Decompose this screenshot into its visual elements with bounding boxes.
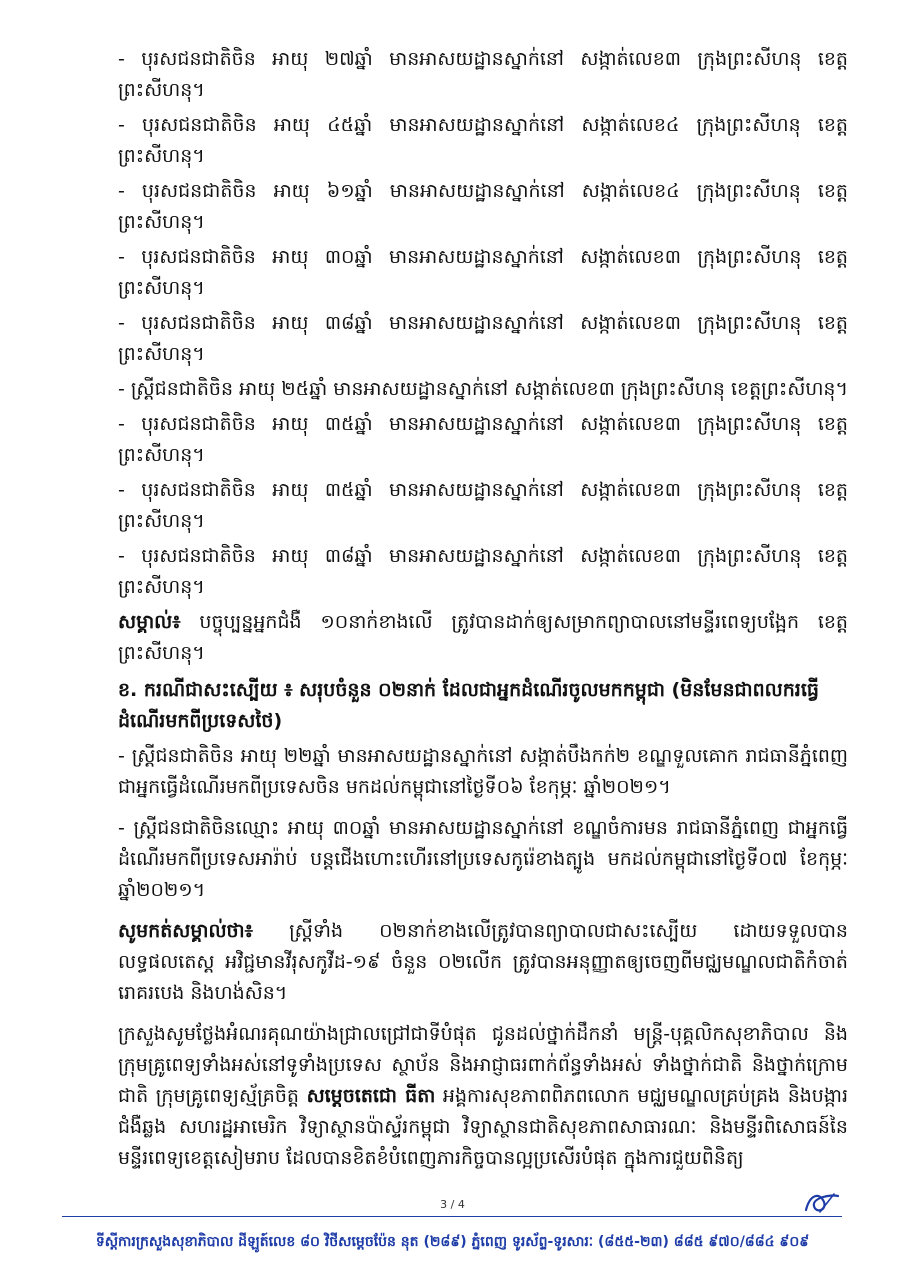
list-item: - បុរសជនជាតិចិន អាយុ ៤៥ឆ្នាំ មានអាសយដ្ឋានស្នាក់នៅ សង្កាត់លេខ៤ ក្រុងព្រះសីហនុ ខេត្តព្រះសីហនុ។ [118,114,848,167]
page-content [118,44,848,1184]
patient-list [118,44,848,603]
page-number: 3 / 4 [440,1198,465,1211]
section-heading: ខ. ករណីជាសះស្បើយ ៖ សរុបចំនួន ០២នាក់ ដែលជាអ្នកដំណើរចូលមកកម្ពុជា (មិនមែនជាពលករធ្វើដំណើរមកពីប្រទេសថៃ) [118,679,819,732]
list-item: - បុរសជនជាតិចិន អាយុ ៣៥ឆ្នាំ មានអាសយដ្ឋានស្នាក់នៅ សង្កាត់លេខ៣ ក្រុងព្រះសីហនុ ខេត្តព្រះសីហនុ។ [118,413,848,466]
list-item: - បុរសជនជាតិចិន អាយុ ២៧ឆ្នាំ មានអាសយដ្ឋានស្នាក់នៅ សង្កាត់លេខ៣ ក្រុងព្រះសីហនុ ខេត្តព្រះសីហនុ។ [118,48,848,101]
recovery-note-label: សូមកត់សម្គាល់ថា៖ [118,920,253,942]
list-item: - បុរសជនជាតិចិន អាយុ ៦១ឆ្នាំ មានអាសយដ្ឋានស្នាក់នៅ សង្កាត់លេខ៤ ក្រុងព្រះសីហនុ ខេត្តព្រះសីហនុ។ [118,180,848,233]
recovery-note-paragraph [118,916,848,1009]
footer-address: ទីស្តីការក្រសួងសុខាភិបាល ដីឡូត៍លេខ ៨០ វិថីសម្តេចប៉ែន នុត (២៨៩) ភ្នំពេញ ទូរស័ព្ទ-ទូរសារៈ (៨៥៥-២៣) ៨៨៥ ៩៧០/៨៨៤ ៩០៩ [95,1234,810,1250]
thanks-paragraph [118,1019,848,1174]
thanks-text-part2: អង្គការសុខភាពពិភពលោក មជ្ឈមណ្ឌលគ្រប់គ្រង និងបង្ការជំងឺឆ្លង សហរដ្ឋអាមេរិក វិទ្យាស្ថានប៉ាស្ទ័រកម្ពុជា វិទ្យាស្ថានជាតិសុខភាពសាធារណៈ និងមន្ទីរពិសោធន៍នៃមន្ទីរពេទ្យខេត្តសៀមរាប ដែលបានខិតខំបំពេញភារកិច្ចបានល្អប្រសើរបំផុត ក្នុងការជួយពិនិត្យ [118,1085,848,1169]
list-item: - បុរសជនជាតិចិន អាយុ ៣៥ឆ្នាំ មានអាសយដ្ឋានស្នាក់នៅ សង្កាត់លេខ៣ ក្រុងព្រះសីហនុ ខេត្តព្រះសីហនុ។ [118,479,848,532]
note-label: សម្គាល់៖ [118,611,181,633]
signature-icon [800,1188,844,1218]
list-item: - បុរសជនជាតិចិន អាយុ ៣០ឆ្នាំ មានអាសយដ្ឋានស្នាក់នៅ សង្កាត់លេខ៣ ក្រុងព្រះសីហនុ ខេត្តព្រះសីហនុ។ [118,246,848,299]
footer-divider [62,1216,842,1217]
list-item: - បុរសជនជាតិចិន អាយុ ៣៨ឆ្នាំ មានអាសយដ្ឋានស្នាក់នៅ សង្កាត់លេខ៣ ក្រុងព្រះសីហនុ ខេត្តព្រះសីហនុ។ [118,312,848,365]
thanks-text-part1: ក្រសួងសូមថ្លែងអំណរគុណយ៉ាងជ្រាលជ្រៅជាទីបំផុត ជូនដល់ថ្នាក់ដឹកនាំ មន្ត្រី-បុគ្គលិកសុខាភិបាល និងក្រុមគ្រូពេទ្យទាំងអស់នៅទូទាំងប្រទេស ស្ថាប័ន និងអាជ្ញាធរពាក់ព័ន្ធទាំងអស់ ទាំងថ្នាក់ជាតិ និងថ្នាក់ក្រោមជាតិ ក្រុមគ្រូពេទ្យស្ម័គ្រចិត្ត [118,1023,848,1107]
list-item: - បុរសជនជាតិចិន អាយុ ៣៨ឆ្នាំ មានអាសយដ្ឋានស្នាក់នៅ សង្កាត់លេខ៣ ក្រុងព្រះសីហនុ ខេត្តព្រះសីហនុ។ [118,545,848,598]
list-item: - ស្ត្រីជនជាតិចិនឈ្មោះ អាយុ ៣០ឆ្នាំ មានអាសយដ្ឋានស្នាក់នៅ ខណ្ឌចំការមន រាជធានីភ្នំពេញ ជាអ្នកធ្វើដំណើរមកពីប្រទេសអារ៉ាប់ បន្តជើងហោះហើរនៅប្រទេសកូរ៉េខាងត្បូង មកដល់កម្ពុជានៅថ្ងៃទី០៧ ខែកុម្ភៈ ឆ្នាំ២០២១។ [118,817,848,901]
note-text: បច្ចុប្បន្នអ្នកជំងឺ ១០នាក់ខាងលើ ត្រូវបានដាក់ឲ្យសម្រាកព្យាបាលនៅមន្ទីរពេទ្យបង្អែក ខេត្តព្រះសីហនុ។ [118,611,848,664]
thanks-bold-name: សម្តេចតេជោ ធីតា [306,1085,436,1107]
list-item: - ស្ត្រីជនជាតិចិន អាយុ ២២ឆ្នាំ មានអាសយដ្ឋានស្នាក់នៅ សង្កាត់បឹងកក់២ ខណ្ឌទួលគោក រាជធានីភ្នំពេញ ជាអ្នកធ្វើដំណើរមកពីប្រទេសចិន មកដល់កម្ពុជានៅថ្ងៃទី០៦ ខែកុម្ភៈ ឆ្នាំ២០២១។ [118,745,848,798]
recovery-note-text: ស្ត្រីទាំង ០២នាក់ខាងលើត្រូវបានព្យាបាលជាសះស្បើយ ដោយទទួលបានលទ្ធផលតេស្ត អវិជ្ជមានវីរុសកូវីដ-១៩ ចំនួន ០២លើក ត្រូវបានអនុញ្ញាតឲ្យចេញពីមជ្ឈមណ្ឌលជាតិកំចាត់រោគរបេង និងហង់សិន។ [118,920,848,1004]
note-paragraph [118,607,848,669]
list-item: - ស្ត្រីជនជាតិចិន អាយុ ២៥ឆ្នាំ មានអាសយដ្ឋានស្នាក់នៅ សង្កាត់លេខ៣ ក្រុងព្រះសីហនុ ខេត្តព្រះសីហនុ។ [118,378,848,400]
